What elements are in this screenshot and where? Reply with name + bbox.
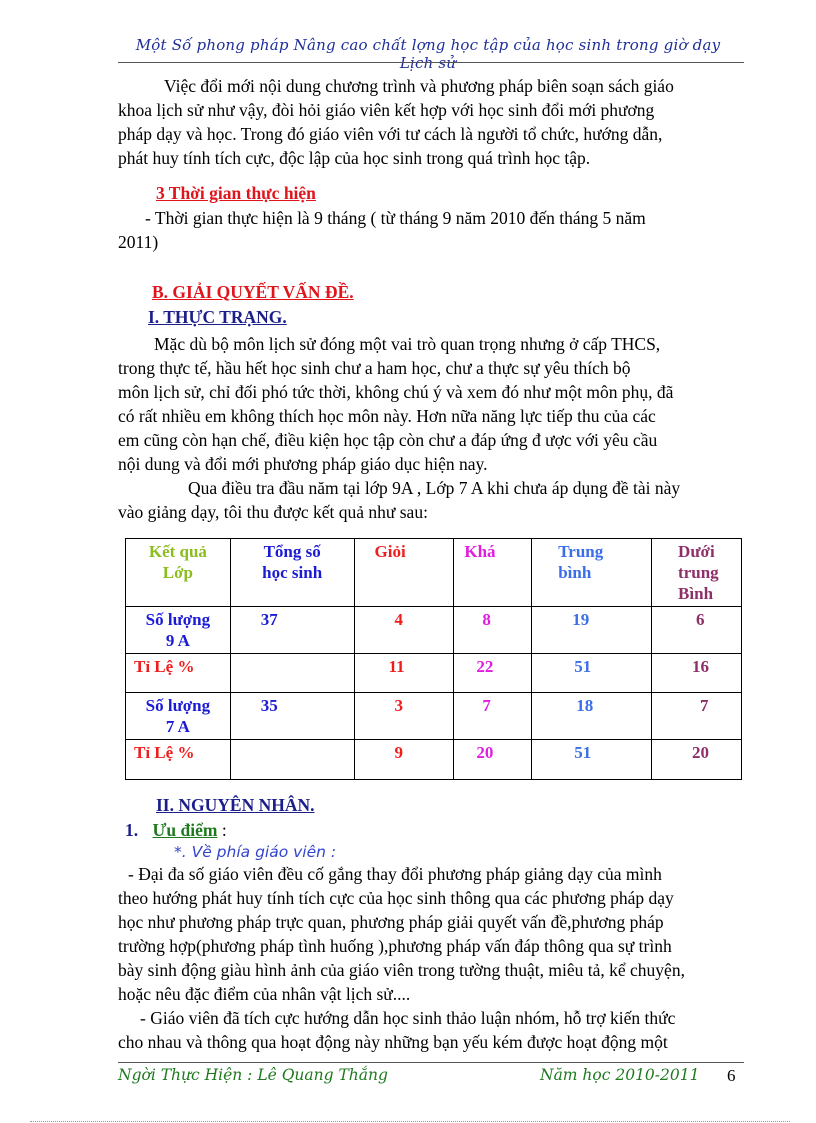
cause-line-5: bày sinh động giàu hình ảnh của giáo viên trong tường thuật, miêu tả, kể chuyện, [118, 960, 685, 980]
cell-gioi: 11 [354, 654, 454, 693]
intro-line-4: phát huy tính tích cực, độc lập của học sinh trong quá trình học tập. [118, 148, 591, 168]
cell-gioi: 4 [354, 607, 454, 654]
situation-line-7: Qua điều tra đầu năm tại lớp 9A , Lớp 7 A khi chưa áp dụng đề tài này [188, 478, 681, 498]
situation-line-8: vào giảng dạy, tôi thu được kết quả như sau: [118, 502, 428, 522]
results-table [125, 538, 742, 780]
cell-tb: 51 [532, 740, 652, 780]
situation-line-6: nội dung và đổi mới phương pháp giáo dục hiện nay. [118, 454, 488, 474]
cause-line-2: theo hướng phát huy tính tích cực của học sinh thông qua các phương pháp dạy [118, 888, 674, 908]
header-lop: Lớp [162, 563, 193, 582]
row-label: Tỉ Lệ % [126, 740, 231, 780]
header-duoi: Dưới [678, 542, 715, 561]
advantages-item [125, 818, 425, 843]
header-kha: Khá [464, 542, 496, 561]
running-header: Một Số phong pháp Nâng cao chất lợng học tập của học sinh trong giờ dạy Lịch sử [135, 36, 721, 72]
table-header-row [126, 539, 742, 607]
advantages-number: 1. [125, 820, 139, 840]
section-3-line-1: - Thời gian thực hiện là 9 tháng ( từ tháng 9 năm 2010 đến tháng 5 năm [145, 208, 646, 228]
header-rule [118, 62, 744, 63]
row-label: Số lượng [145, 696, 211, 715]
header-trung: Trung [558, 542, 604, 561]
header-trung-2: trung [678, 563, 719, 582]
cell-duoi: 20 [652, 740, 742, 780]
header-gioi: Giỏi [374, 542, 406, 561]
teacher-side-subheading: *. Về phía giáo viên : [174, 843, 337, 861]
row-class: 9 A [165, 631, 190, 650]
table-row [126, 607, 742, 654]
section-3-heading: 3 Thời gian thực hiện [156, 183, 316, 203]
intro-line-3: pháp dạy và học. Trong đó giáo viên với tư cách là người tổ chức, hướng dẫn, [118, 124, 663, 144]
advantages-title: Ưu điểm [152, 820, 218, 840]
intro-line-1: Việc đổi mới nội dung chương trình và phương pháp biên soạn sách giáo [164, 76, 674, 96]
cell-tb: 51 [532, 654, 652, 693]
cell-tb: 19 [532, 607, 652, 654]
section-i-heading: I. THỰC TRẠNG. [148, 307, 287, 327]
cell-total [230, 654, 354, 693]
situation-line-4: có rất nhiều em không thích học môn này. Hơn nữa năng lực tiếp thu của các [118, 406, 656, 426]
footer-year: Năm học 2010-2011 [540, 1066, 700, 1084]
cell-total: 37 [230, 607, 354, 654]
situation-line-1: Mặc dù bộ môn lịch sử đóng một vai trò quan trọng nhưng ở cấp THCS, [154, 334, 661, 354]
cause-line-8: cho nhau và thông qua hoạt động này những bạn yếu kém được hoạt động một [118, 1032, 668, 1052]
footer-rule [118, 1062, 744, 1063]
cell-gioi: 9 [354, 740, 454, 780]
page-edge-dotted-line [30, 1121, 790, 1122]
header-hoc-sinh: học sinh [262, 563, 323, 582]
cause-line-3: học như phương pháp trực quan, phương pháp giải quyết vấn đề,phương pháp [118, 912, 664, 932]
intro-line-2: khoa lịch sử như vậy, đòi hỏi giáo viên kết hợp với học sinh đổi mới phương [118, 100, 655, 120]
footer-author: Ngời Thực Hiện : Lê Quang Thắng [118, 1066, 388, 1084]
cell-kha: 7 [454, 693, 532, 740]
row-label: Số lượng [145, 610, 211, 629]
cell-kha: 20 [454, 740, 532, 780]
table-row [126, 740, 742, 780]
header-tong-so: Tổng số [263, 542, 321, 561]
section-ii-heading: II. NGUYÊN NHÂN. [156, 795, 315, 815]
cell-tb: 18 [532, 693, 652, 740]
row-label: Tỉ Lệ % [126, 654, 231, 693]
table-row [126, 693, 742, 740]
cause-line-4: trường hợp(phương pháp tình huống ),phương pháp vấn đáp thông qua sự trình [118, 936, 672, 956]
header-binh: bình [558, 563, 592, 582]
cell-kha: 22 [454, 654, 532, 693]
row-class: 7 A [165, 717, 190, 736]
cause-line-6: hoặc nêu đặc điểm của nhân vật lịch sử.... [118, 984, 411, 1004]
situation-line-3: môn lịch sử, chỉ đối phó tức thời, không chú ý và xem đó như một môn phụ, đã [118, 382, 674, 402]
cell-duoi: 7 [652, 693, 742, 740]
cell-duoi: 6 [652, 607, 742, 654]
page-number: 6 [727, 1066, 736, 1085]
situation-line-5: em cũng còn hạn chế, điều kiện học tập còn chư a đáp ứng đ ược với yêu cầu [118, 430, 658, 450]
header-binh-2: Bình [678, 584, 714, 603]
cause-line-7: - Giáo viên đã tích cực hướng dẫn học sinh thảo luận nhóm, hỗ trợ kiến thức [140, 1008, 676, 1028]
cell-kha: 8 [454, 607, 532, 654]
situation-line-2: trong thực tế, hầu hết học sinh chư a ham học, chư a thực sự yêu thích bộ [118, 358, 631, 378]
cell-duoi: 16 [652, 654, 742, 693]
cell-total [230, 740, 354, 780]
cell-total: 35 [230, 693, 354, 740]
header-ket-qua: Kết quả [148, 542, 207, 561]
advantages-colon: : [217, 820, 227, 840]
cell-gioi: 3 [354, 693, 454, 740]
cause-line-1: - Đại đa số giáo viên đều cố gắng thay đổi phương pháp giảng dạy của mình [128, 864, 662, 884]
table-row [126, 654, 742, 693]
section-3-line-2: 2011) [118, 232, 159, 252]
section-b-heading: B. GIẢI QUYẾT VẤN ĐỀ. [152, 282, 354, 302]
